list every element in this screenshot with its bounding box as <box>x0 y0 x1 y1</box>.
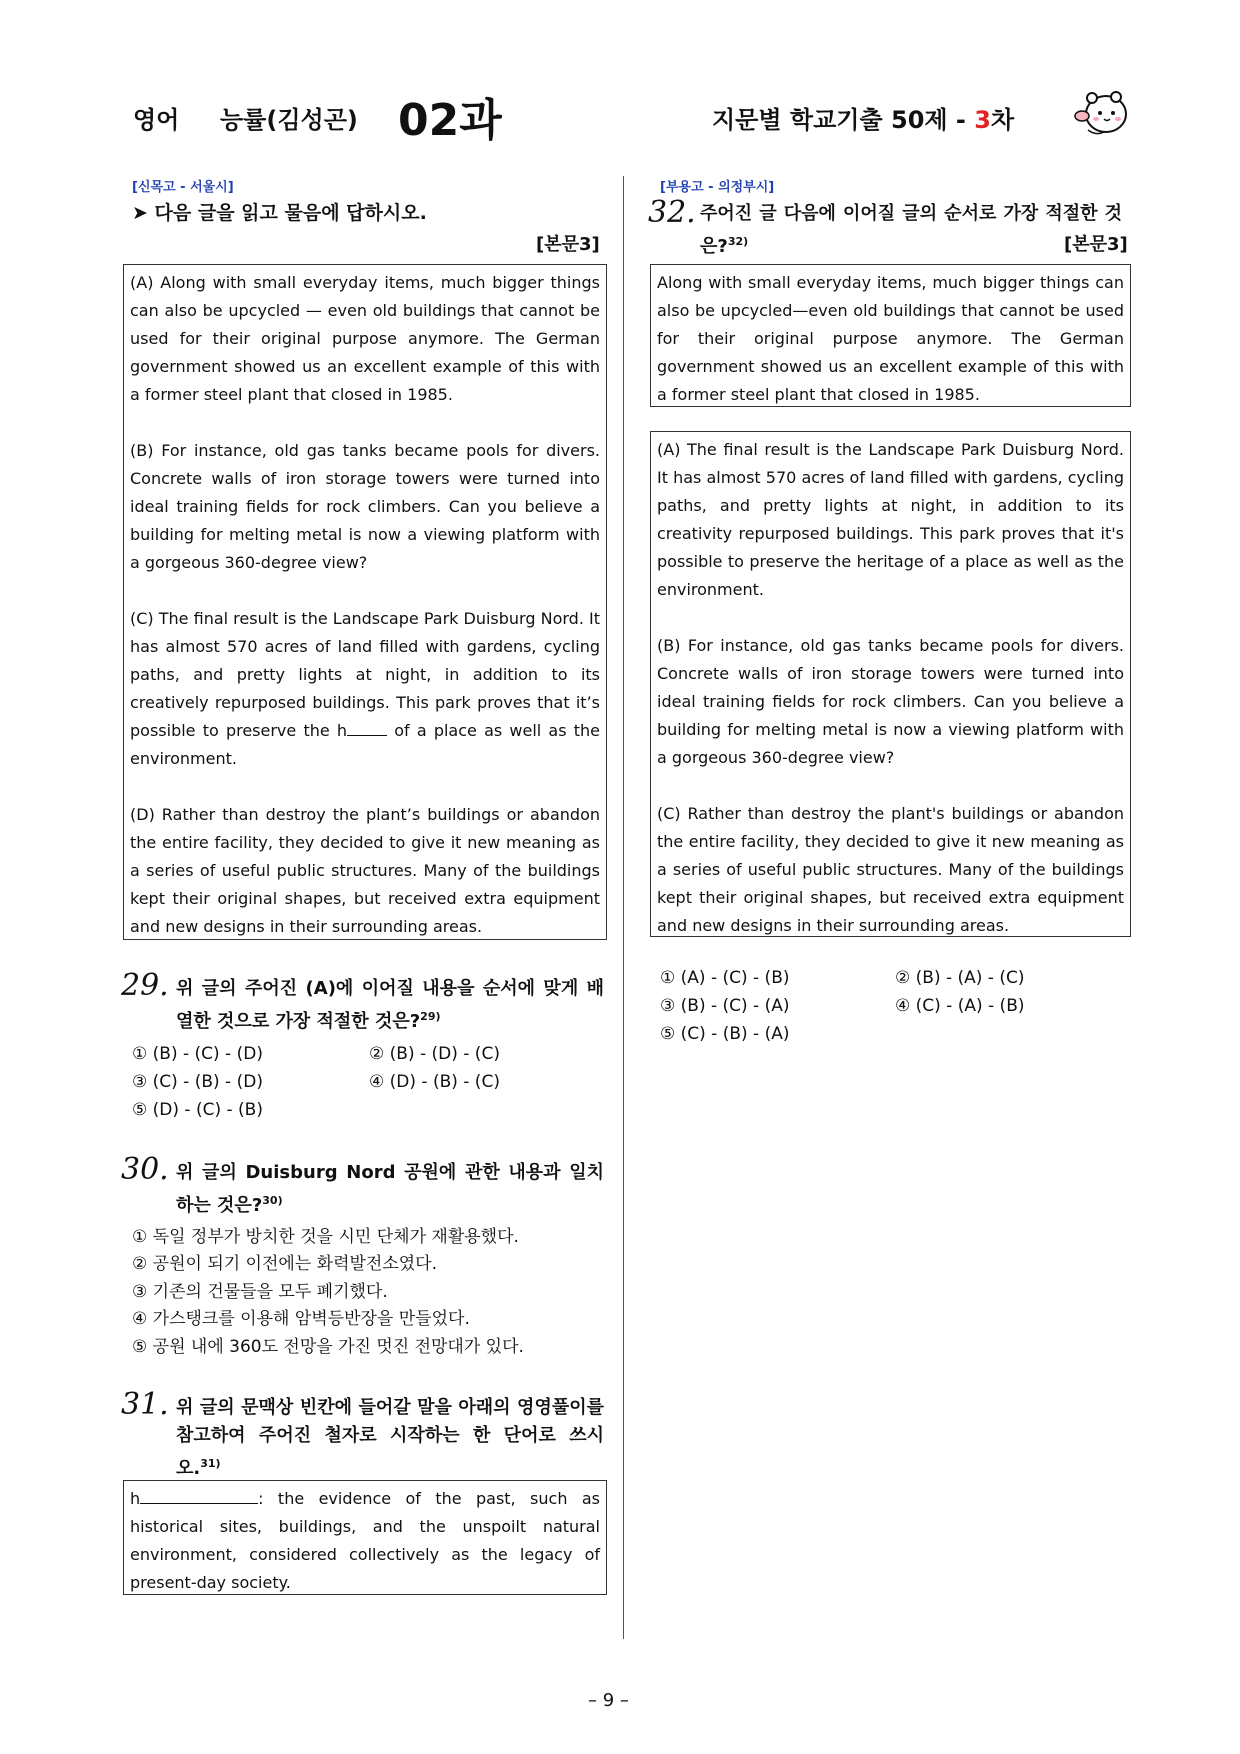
question-32-prompt: 주어진 글 다음에 이어질 글의 순서로 가장 적절한 것은? <box>700 203 1122 257</box>
question-29-text <box>176 975 604 1036</box>
q32-option-3: ③ (B) - (C) - (A) <box>660 996 790 1016</box>
given-passage: Along with small everyday items, much bigger things can also be upcycled—even old buildings that cannot be used for their original purpose anymore. The German government showed us an excellent example of this with a former steel plant that closed in 1985. <box>657 273 1124 404</box>
q30-option-3: ③ 기존의 건물들을 모두 폐기했다. <box>132 1282 388 1302</box>
worksheet-round: 3 <box>974 106 991 134</box>
source-label-left: [신목고 - 서울시] <box>132 180 234 195</box>
question-32-number: 32. <box>648 195 696 230</box>
definition-start-letter: h <box>130 1489 141 1508</box>
question-31-ref: 31) <box>200 1457 221 1470</box>
question-30-text <box>176 1159 604 1220</box>
question-29-prompt: 위 글의 주어진 (A)에 이어질 내용을 순서에 맞게 배열한 것으로 가장 적절한 것은? <box>176 978 604 1032</box>
question-32-ref: 32) <box>727 235 749 248</box>
worksheet-title <box>712 100 1014 135</box>
definition-box <box>123 1480 607 1595</box>
passage-paragraph-a: (A) Along with small everyday items, much bigger things can also be upcycled — even old buildings that cannot be used for their original purpose anymore. The German government showed us an excellent example of this with a former steel plant that closed in 1985. <box>130 273 600 404</box>
q30-option-4: ④ 가스탱크를 이용해 암벽등반장을 만들었다. <box>132 1309 470 1329</box>
question-30-ref: 30) <box>262 1194 283 1207</box>
passage-c-end: of a place as well as the environment. <box>130 721 601 768</box>
passage-box-left <box>123 264 607 940</box>
definition-text <box>130 1485 600 1597</box>
passage-paragraph-d: (D) Rather than destroy the plant’s buildings or abandon the entire facility, they decided to give it new meaning as a series of useful public structures. Many of the buildings kept their original shapes, but received extra equipment and new designs in their surrounding areas. <box>130 805 600 936</box>
q29-option-1: ① (B) - (C) - (D) <box>132 1044 263 1064</box>
passage-tag-left: [본문3] <box>536 234 600 255</box>
worksheet-title-suffix: 차 <box>990 106 1015 134</box>
ordering-paragraph-c: (C) Rather than destroy the plant's buildings or abandon the entire facility, they decided to give it new meaning as a series of useful public structures. Many of the buildings kept their original shapes, but received extra equipment and new designs in their surrounding areas. <box>657 804 1124 935</box>
passage-paragraph-c <box>130 605 600 773</box>
page-number: – 9 – <box>588 1690 629 1711</box>
q29-option-4: ④ (D) - (B) - (C) <box>369 1072 500 1092</box>
q29-option-2: ② (B) - (D) - (C) <box>369 1044 500 1064</box>
q30-option-2: ② 공원이 되기 이전에는 화력발전소였다. <box>132 1254 438 1274</box>
ordering-passage-box <box>650 431 1131 937</box>
q32-option-5: ⑤ (C) - (B) - (A) <box>660 1024 790 1044</box>
instruction: ➤ 다음 글을 읽고 물음에 답하시오. <box>132 202 427 224</box>
subject-label: 영어 <box>133 106 180 134</box>
answer-blank <box>347 719 387 736</box>
q32-option-4: ④ (C) - (A) - (B) <box>895 996 1025 1016</box>
mascot-icon <box>1074 86 1132 138</box>
definition-blank <box>140 1487 258 1504</box>
source-label-right: [부용고 - 의정부시] <box>660 180 775 195</box>
q32-option-1: ① (A) - (C) - (B) <box>660 968 790 988</box>
q32-option-2: ② (B) - (A) - (C) <box>895 968 1025 988</box>
question-31-text <box>176 1394 604 1483</box>
ordering-paragraph-a: (A) The final result is the Landscape Park Duisburg Nord. It has almost 570 acres of land filled with gardens, cycling paths, and pretty lights at night, in addition to its creativity repurposed buildings. This park proves that it's possible to preserve the heritage of a place as well as the environment. <box>657 440 1124 599</box>
worksheet-title-main: 지문별 학교기출 50제 - <box>712 106 975 134</box>
definition-body: : the evidence of the past, such as historical sites, buildings, and the unspoilt natural environment, considered collectively as the legacy of present-day society. <box>130 1489 600 1592</box>
passage-paragraph-b: (B) For instance, old gas tanks became pools for divers. Concrete walls of iron storage towers were turned into ideal training fields for rock climbers. Can you believe a building for melting metal is now a viewing platform with a gorgeous 360-degree view? <box>130 441 600 572</box>
question-29-ref: 29) <box>420 1010 441 1023</box>
question-29-number: 29. <box>121 968 169 1003</box>
teacher-label: 능률(김성곤) <box>220 106 358 134</box>
passage-c-start: (C) The final result is the Landscape Park Duisburg Nord. It has almost 570 acres of land filled with gardens, cycling paths, and pretty lights at night, in addition to its creatively repurposed buildings. This park proves that it’s possible to preserve the h <box>130 609 600 740</box>
q29-option-5: ⑤ (D) - (C) - (B) <box>132 1100 263 1120</box>
q30-option-5: ⑤ 공원 내에 360도 전망을 가진 멋진 전망대가 있다. <box>132 1337 524 1357</box>
q29-option-3: ③ (C) - (B) - (D) <box>132 1072 263 1092</box>
question-30-number: 30. <box>121 1152 169 1187</box>
given-passage-box <box>650 264 1131 407</box>
passage-tag-right: [본문3] <box>1064 234 1128 255</box>
question-32-text <box>700 200 1122 261</box>
lesson-title: 02과 <box>398 95 502 146</box>
q30-option-1: ① 독일 정부가 방치한 것을 시민 단체가 재활용했다. <box>132 1227 519 1247</box>
question-30-prompt: 위 글의 Duisburg Nord 공원에 관한 내용과 일치하는 것은? <box>176 1162 604 1216</box>
question-31-number: 31. <box>121 1387 169 1422</box>
ordering-paragraph-b: (B) For instance, old gas tanks became pools for divers. Concrete walls of iron storage towers were turned into ideal training fields for rock climbers. Can you believe a building for melting metal is now a viewing platform with a gorgeous 360-degree view? <box>657 636 1124 767</box>
column-divider <box>623 176 624 1639</box>
question-31-prompt: 위 글의 문맥상 빈칸에 들어갈 말을 아래의 영영풀이를 참고하여 주어진 철자로 시작하는 한 단어로 쓰시오. <box>176 1397 604 1479</box>
